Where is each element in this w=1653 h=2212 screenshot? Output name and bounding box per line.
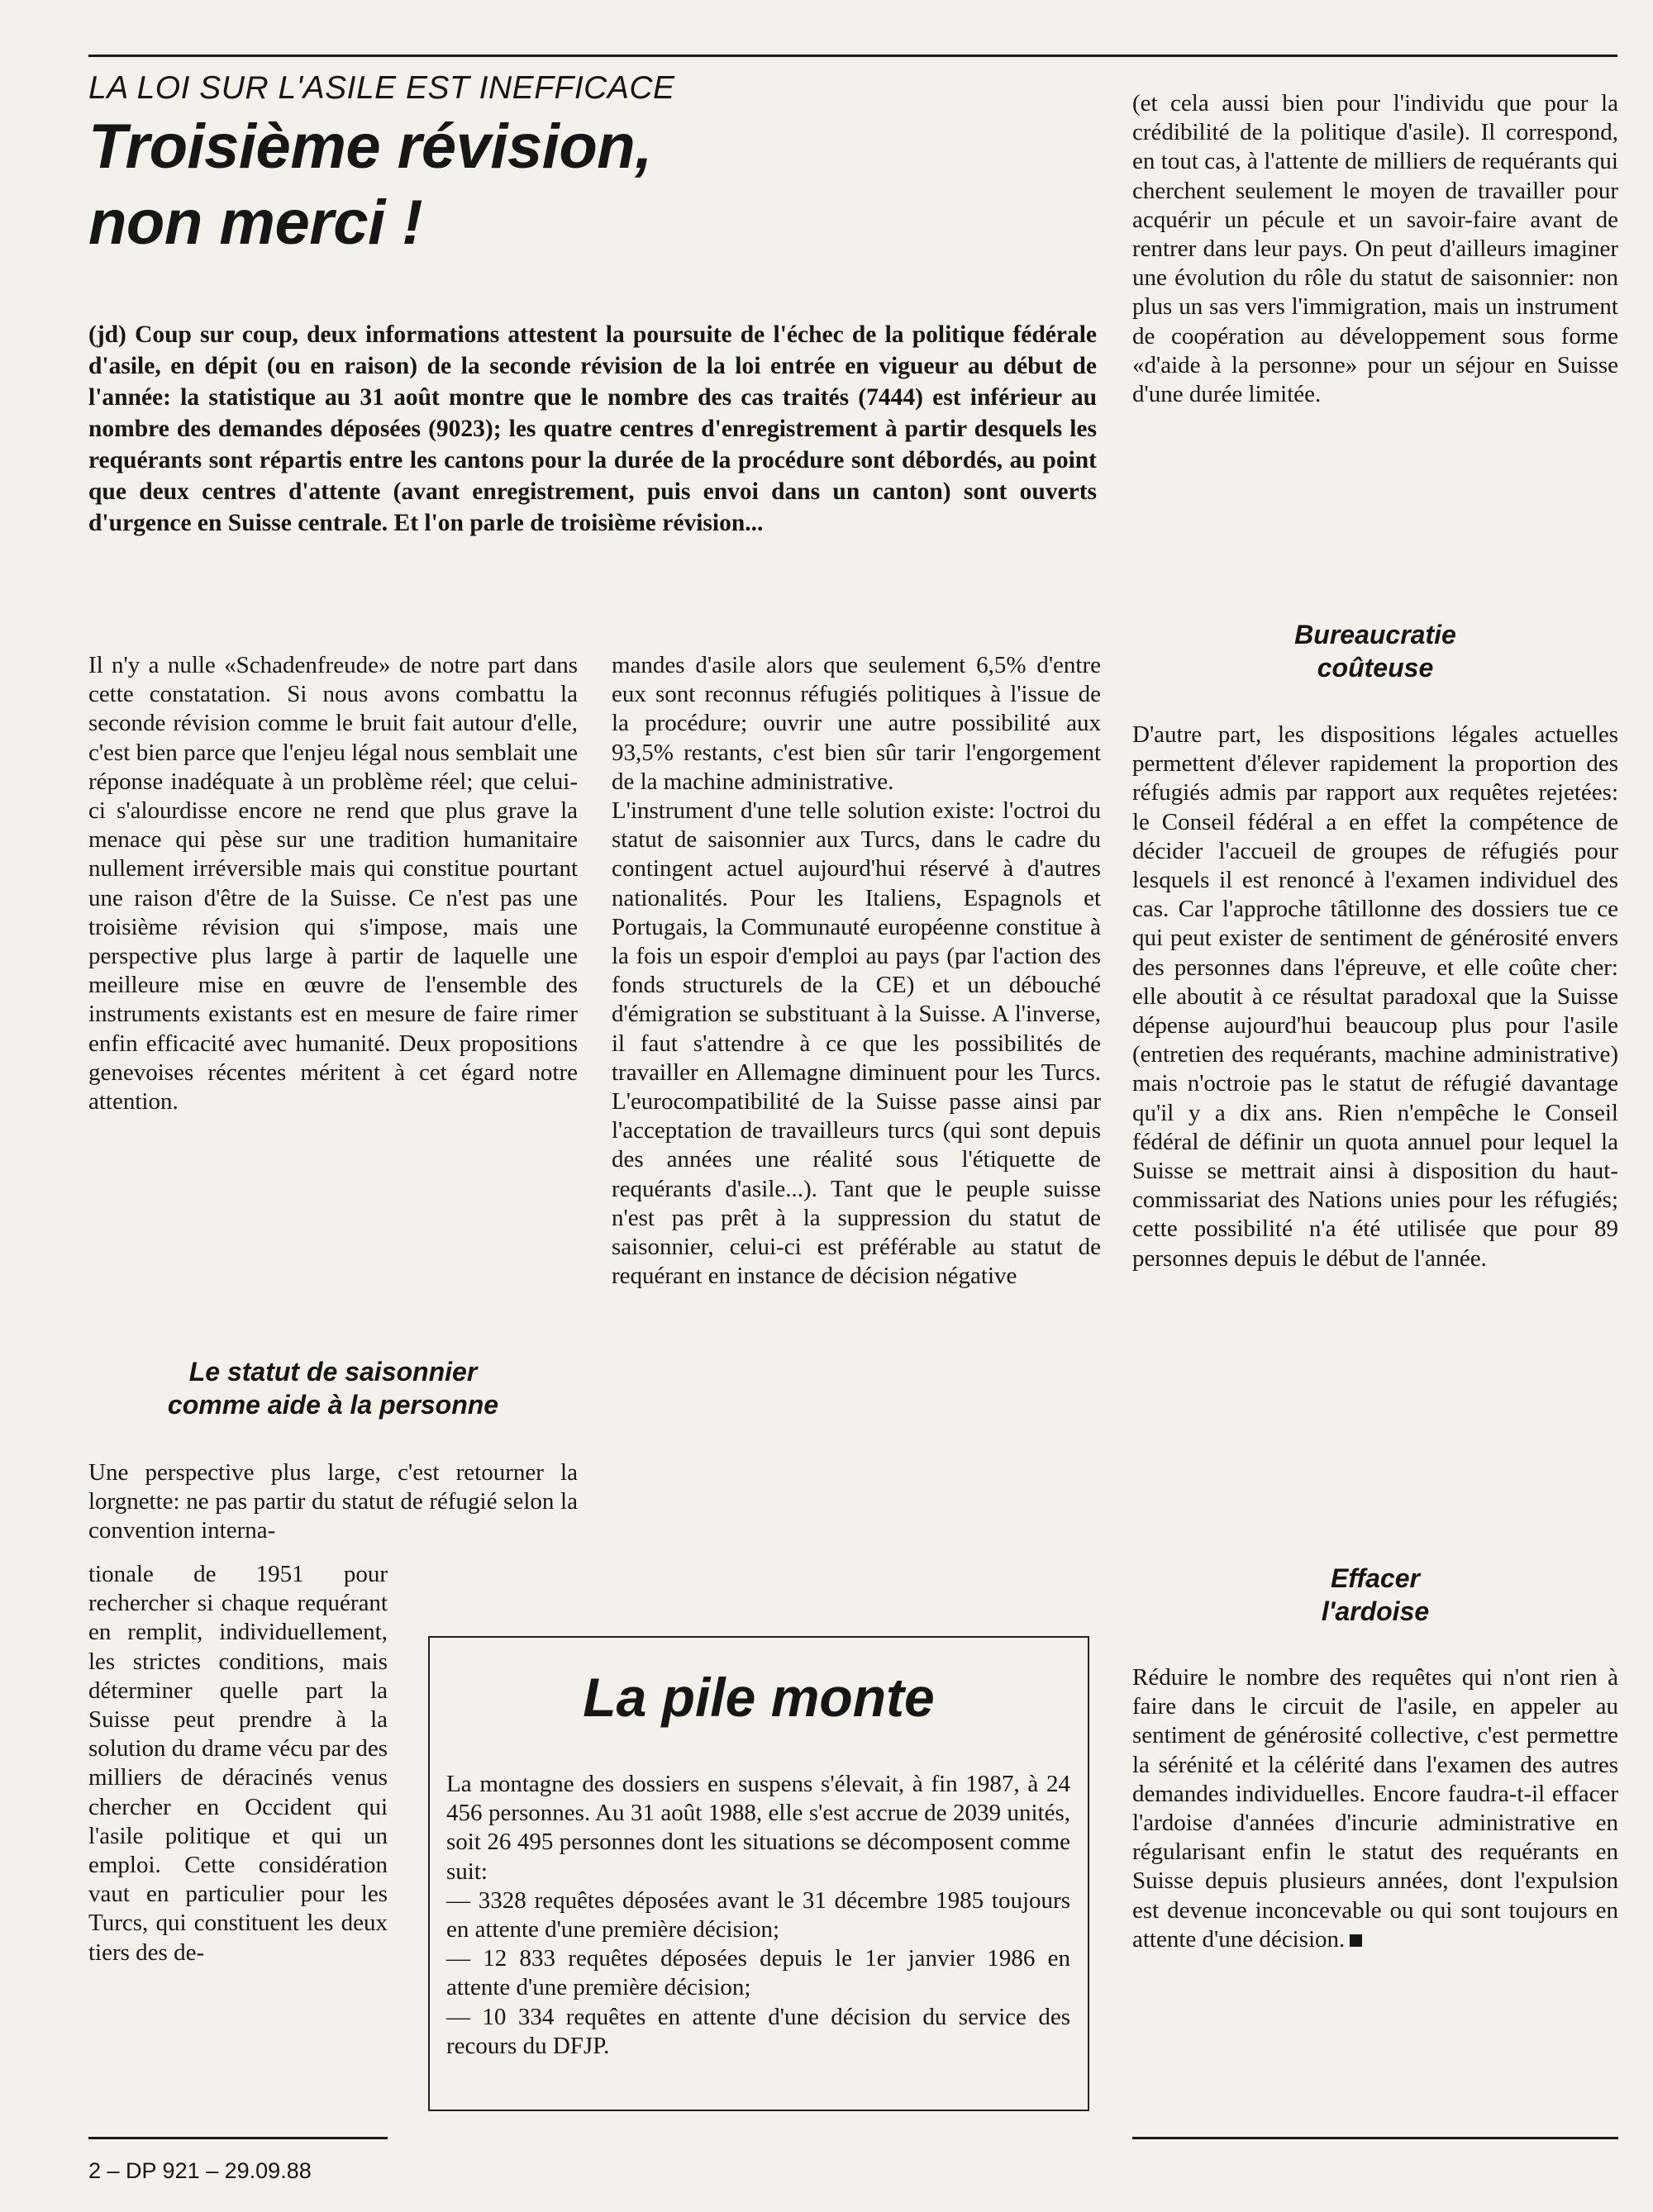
column-3-top [1132, 89, 1618, 409]
col1-subhead-line-2: comme aide à la personne [167, 1390, 499, 1420]
top-rule [88, 55, 1617, 57]
col3-subhead-2-line-1: Effacer [1331, 1563, 1420, 1593]
col3-subhead-2-line-2: l'ardoise [1321, 1596, 1430, 1626]
col3-subhead-1-line-1: Bureaucratie [1294, 620, 1456, 649]
col1-subhead [88, 1355, 578, 1421]
col3-paragraph-3 [1132, 1663, 1618, 1954]
col1-subhead-line-1: Le statut de saisonnier [188, 1357, 478, 1387]
column-1-bottom [88, 1560, 388, 1967]
col3-paragraph-2: D'autre part, les dispositions légales actuelles permettent d'élever rapidement la proportion des réfugiés admis par rapport aux requêtes rejetées: le Conseil fédéral a en effet la compétence de décider l'accueil de groupes de réfugiés pour lesquels il est renoncé à l'examen individuel des cas. Car l'approche tâtillonne des dossiers tue ce qui peut exister de sentiment de générosité envers des personnes dans l'épreuve, et elle coûte cher: elle aboutit à ce résultat paradoxal que la Suisse dépense aujourd'hui beaucoup plus pour l'asile (entretien des requérants, machine administrative) mais n'octroie pas le statut de réfugié davantage qu'il y a dix ans. Rien n'empêche le Conseil fédéral de définir un quota annuel pour lequel la Suisse se mettrait ainsi à disposition du haut-commissariat des Nations unies pour les réfugiés; cette possibilité n'a été utilisée que pour 89 personnes depuis le début de l'année. [1132, 721, 1618, 1272]
column-1-top [88, 651, 578, 1116]
col3-paragraph-1: (et cela aussi bien pour l'individu que pour la crédibilité de la politique d'asile). Il correspond, en tout cas, à l'attente de milliers de requérants qui cherchent seulement le moyen de travailler pour acquérir un pécule et un savoir-faire avant de rentrer dans leur pays. On peut d'ailleurs imaginer une évolution du rôle du statut de saisonnier: non plus un sas vers l'immigration, mais un instrument de coopération au développement sous forme «d'aide à la personne» pour un séjour en Suisse d'une durée limitée. [1132, 90, 1618, 408]
col2-paragraph-2: L'instrument d'une telle solution existe: l'octroi du statut de saisonnier aux Turcs, dans le cadre du contingent actuel aujourd'hui réservé à d'autres nationalités. Pour les Italiens, Espagnols et Portugais, la Communauté européenne constitue à la fois un espoir d'emploi au pays (par l'action des fonds structurels de la CE) et un débouché d'émigration se substituant à la Suisse. A l'inverse, il faut s'attendre à ce que les possibilités de travailler en Allemagne diminuent pour les Turcs. L'eurocompatibilité de la Suisse passe ainsi par l'acceptation de travailleurs turcs (qui sont depuis des années une réalité sous l'étiquette de requérants d'asile...). Tant que le peuple suisse n'est pas prêt à la suppression du statut de saisonnier, celui-ci est préférable au statut de requérant en instance de décision négative [612, 797, 1101, 1290]
page-footer: 2 – DP 921 – 29.09.88 [88, 2158, 312, 2183]
sidebar-box [428, 1636, 1089, 2111]
col3-subhead-2 [1132, 1562, 1618, 1628]
box-item-3: — 10 334 requêtes en attente d'une décision du service des recours du DFJP. [446, 2003, 1070, 2059]
box-item-1: — 3328 requêtes déposées avant le 31 décembre 1985 toujours en attente d'une première décision; [446, 1886, 1070, 1943]
col1-paragraph-2: Une perspective plus large, c'est retourner la lorgnette: ne pas partir du statut de réfugié selon la convention interna- [88, 1459, 578, 1544]
col1-paragraph-3: tionale de 1951 pour rechercher si chaque requérant en remplit, individuellement, les strictes conditions, mais déterminer quelle part la Suisse peut prendre à la solution du drame vécu par des milliers de déracinés venus chercher en Occident qui l'asile politique et qui un emploi. Cette considération vaut en particulier pour les Turcs, qui constituent les deux tiers des de- [88, 1561, 388, 1966]
column-2 [612, 651, 1101, 1291]
column-1-middle [88, 1458, 578, 1546]
column-3-bottom [1132, 1663, 1618, 1954]
box-intro: La montagne des dossiers en suspens s'élevait, à fin 1987, à 24 456 personnes. Au 31 août 1988, elle s'est accrue de 2039 unités, soit 26 495 personnes dont les situations se décomposent comme suit: [446, 1771, 1070, 1885]
box-body [446, 1770, 1070, 2061]
lead-paragraph: (jd) Coup sur coup, deux informations attestent la poursuite de l'échec de la politique fédérale d'asile, en dépit (ou en raison) de la seconde révision de la loi entrée en vigueur au début de l'année: la statistique au 31 août montre que le nombre des cas traités (7444) est inférieur au nombre des demandes déposées (9023); les quatre centres d'enregistrement à partir desquels les requérants sont répartis entre les cantons pour la durée de la procédure sont débordés, au point que deux centres d'attente (avant enregistrement, puis envoi dans un canton) sont ouverts d'urgence en Suisse centrale. Et l'on parle de troisième révision... [88, 321, 1097, 536]
col2-paragraph-1: mandes d'asile alors que seulement 6,5% d'entre eux sont reconnus réfugiés politiques à l'issue de la procédure; ouvrir une autre possibilité aux 93,5% restants, c'est bien sûr tarir l'engorgement de la machine administrative. [612, 652, 1101, 795]
column-3-middle [1132, 721, 1618, 1273]
col3-subhead-1-line-2: coûteuse [1317, 653, 1434, 683]
col1-paragraph-1: Il n'y a nulle «Schadenfreude» de notre part dans cette constatation. Si nous avons combattu la seconde révision comme le bruit fait autour d'elle, c'est bien parce que l'enjeu légal nous semblait une réponse inadéquate à un problème réel; que celui-ci s'alourdisse encore ne rend que plus grave la menace qui pèse sur une tradition humanitaire nullement irréversible mais qui constitue pourtant une raison d'être de la Suisse. Ce n'est pas une troisième révision qui s'impose, mais une perspective plus large à partir de laquelle une meilleure mise en œuvre de l'ensemble des instruments existants est en mesure de faire rimer enfin efficacité avec humanité. Deux propositions genevoises récentes méritent à cet égard notre attention. [88, 652, 578, 1116]
kicker: LA LOI SUR L'ASILE EST INEFFICACE [88, 70, 675, 106]
end-of-article-square-icon [1350, 1934, 1362, 1947]
headline-line-1: Troisième révision, [88, 112, 652, 182]
headline [88, 109, 1105, 261]
box-title: La pile monte [583, 1667, 935, 1728]
bottom-rule-left [88, 2137, 388, 2139]
col3-paragraph-3-text: Réduire le nombre des requêtes qui n'ont rien à faire dans le circuit de l'asile, en appeler au sentiment de générosité collective, c'est permettre la sérénité et la célérité dans l'examen des autres demandes individuelles. Encore faudra-t-il effacer l'ardoise d'années d'incurie administrative en régularisant enfin le statut des requérants en Suisse depuis plusieurs années, dont l'expulsion est devenue inconcevable ou qui sont toujours en attente d'une décision. [1132, 1664, 1618, 1953]
bottom-rule-right [1132, 2137, 1618, 2139]
box-item-2: — 12 833 requêtes déposées depuis le 1er janvier 1986 en attente d'une première décision; [446, 1945, 1070, 2001]
col3-subhead-1 [1132, 618, 1618, 684]
headline-line-2: non merci ! [88, 188, 423, 258]
